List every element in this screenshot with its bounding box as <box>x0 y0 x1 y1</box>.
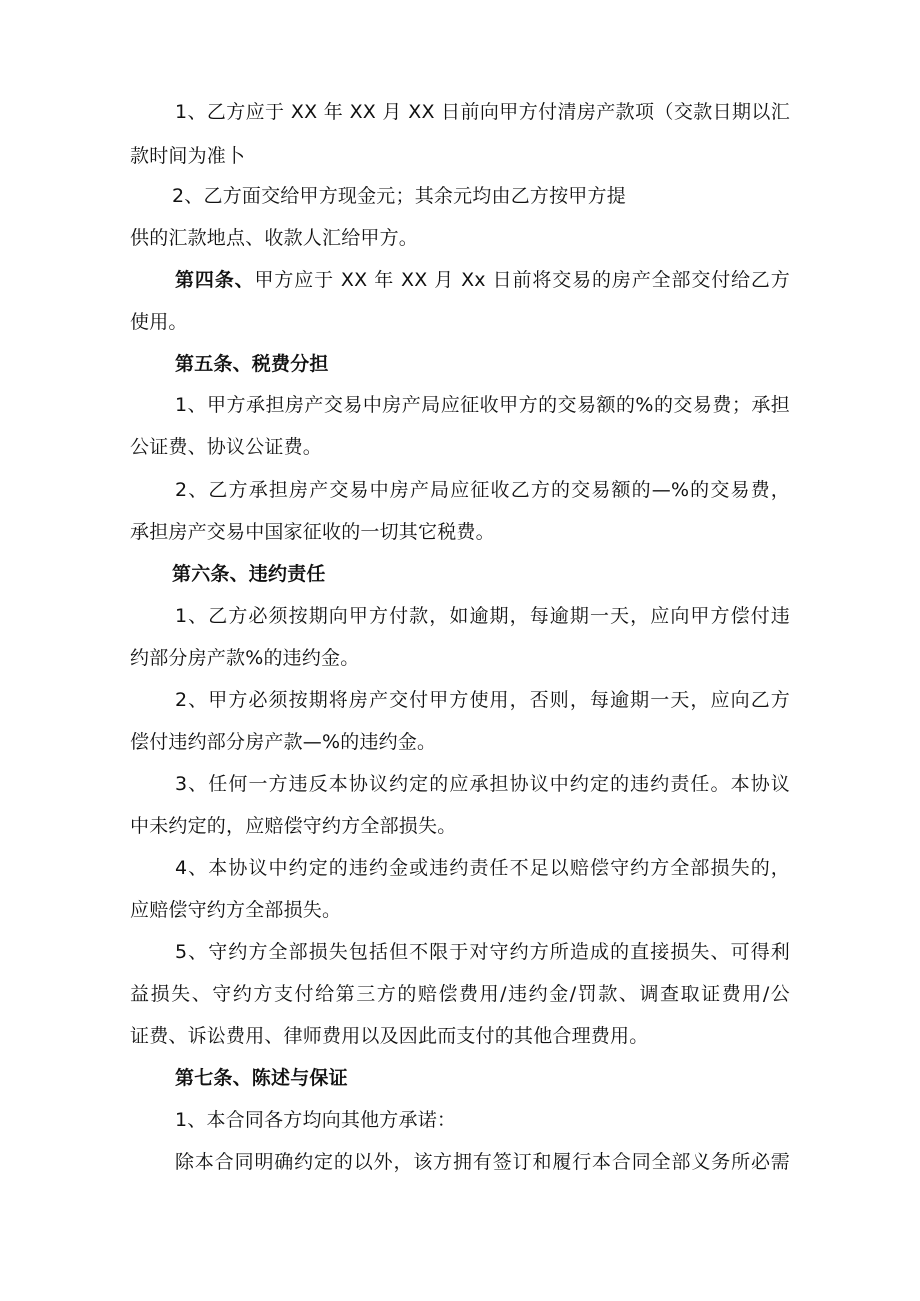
paragraph-line: 3、任何一方违反本协议约定的应承担协议中约定的违约责任。本协议 <box>175 773 790 795</box>
paragraph-line: 2、乙方面交给甲方现金元；其余元均由乙方按甲方提 <box>172 185 626 207</box>
paragraph-line: 使用。 <box>130 311 188 333</box>
paragraph-line: 除本合同明确约定的以外，该方拥有签订和履行本合同全部义务所必需 <box>175 1151 790 1173</box>
article-four-line <box>175 268 790 292</box>
paragraph-line: 中未约定的，应赔偿守约方全部损失。 <box>130 815 457 837</box>
paragraph-line: 承担房产交易中国家征收的一切其它税费。 <box>130 521 495 543</box>
paragraph-line: 2、甲方必须按期将房产交付甲方使用，否则，每逾期一天，应向乙方 <box>175 689 790 711</box>
article-heading: 第五条、税费分担 <box>175 353 329 375</box>
paragraph-line: 1、乙方应于 XX 年 XX 月 XX 日前向甲方付清房产款项（交款日期以汇 <box>175 101 790 123</box>
paragraph-line: 约部分房产款%的违约金。 <box>130 647 360 669</box>
paragraph-line: 应赔偿守约方全部损失。 <box>130 899 342 921</box>
paragraph-line: 2、乙方承担房产交易中房产局应征收乙方的交易额的—%的交易费， <box>175 479 790 501</box>
paragraph-line: 偿付违约部分房产款—%的违约金。 <box>130 731 437 753</box>
article-heading: 第七条、陈述与保证 <box>175 1067 348 1089</box>
paragraph-line: 4、本协议中约定的违约金或违约责任不足以赔偿守约方全部损失的， <box>175 857 790 879</box>
paragraph-line: 1、本合同各方均向其他方承诺： <box>175 1109 457 1131</box>
paragraph-line: 款时间为准卜 <box>130 145 246 167</box>
paragraph-line: 证费、诉讼费用、律师费用以及因此而支付的其他合理费用。 <box>130 1025 649 1047</box>
article-heading: 第六条、违约责任 <box>172 563 326 585</box>
paragraph-line: 5、守约方全部损失包括但不限于对守约方所造成的直接损失、可得利 <box>175 941 790 963</box>
article-heading: 第四条、 <box>175 269 255 291</box>
paragraph-line: 1、甲方承担房产交易中房产局应征收甲方的交易额的%的交易费；承担 <box>175 394 790 416</box>
paragraph-line: 供的汇款地点、收款人汇给甲方。 <box>130 227 419 249</box>
paragraph-line: 益损失、守约方支付给第三方的赔偿费用/违约金/罚款、调查取证费用/公 <box>130 983 790 1005</box>
paragraph-line: 1、乙方必须按期向甲方付款，如逾期，每逾期一天，应向甲方偿付违 <box>175 605 790 627</box>
paragraph-text: 甲方应于 XX 年 XX 月 Xx 日前将交易的房产全部交付给乙方 <box>254 269 790 291</box>
paragraph-line: 公证费、协议公证费。 <box>130 436 323 458</box>
